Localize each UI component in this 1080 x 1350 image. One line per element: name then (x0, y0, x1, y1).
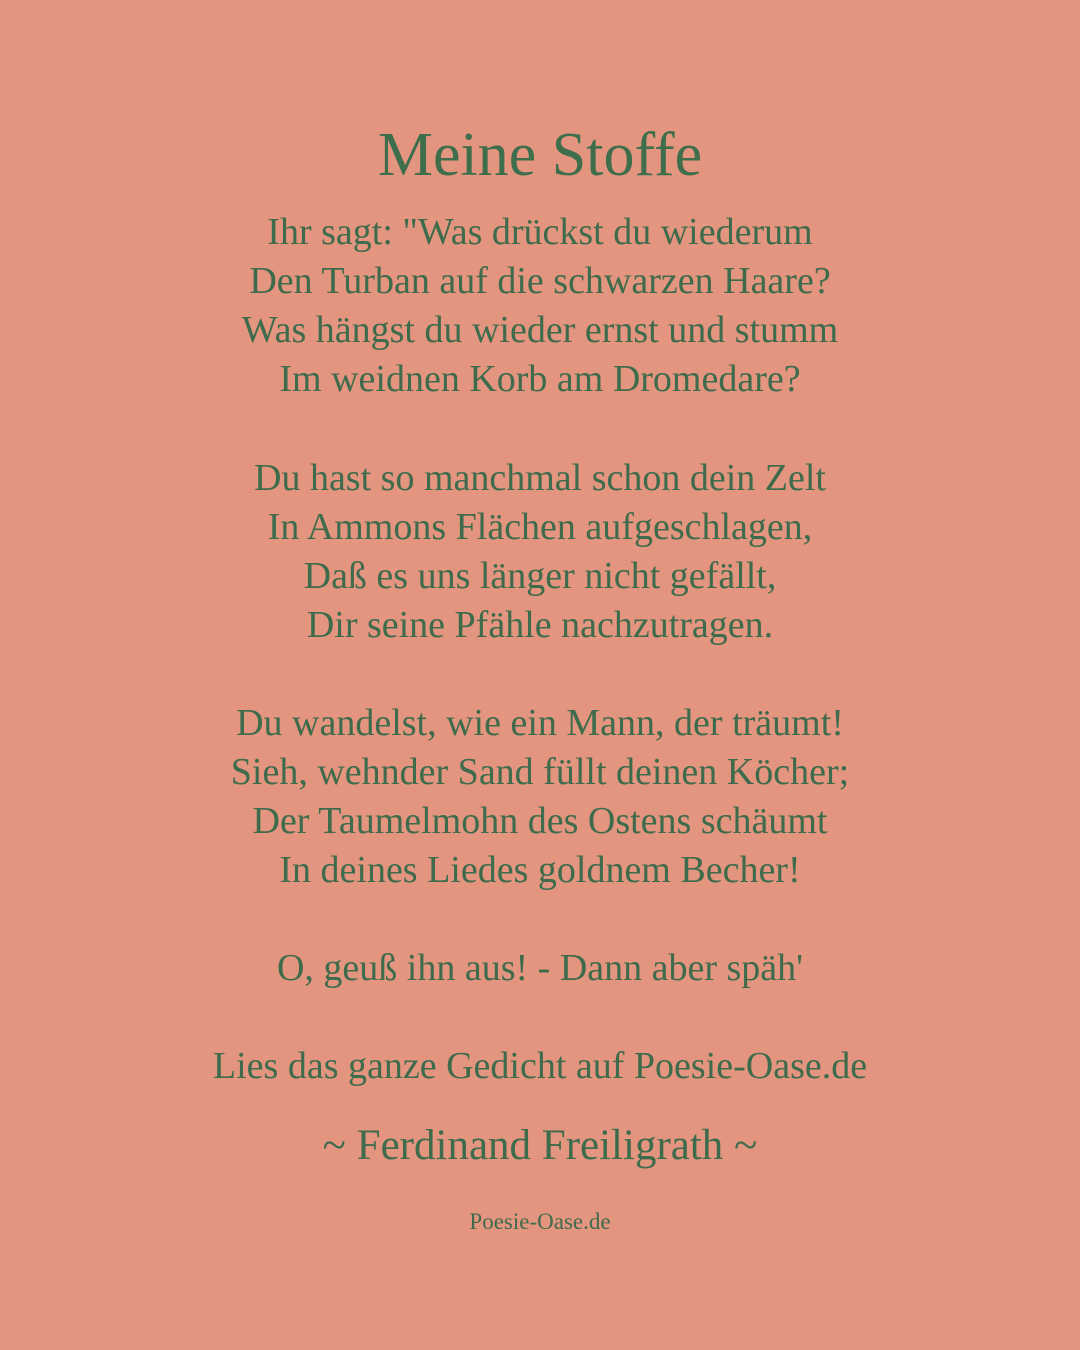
poem-line: In deines Liedes goldnem Becher! (279, 849, 801, 891)
poem-line: Ihr sagt: "Was drückst du wiederum (267, 211, 813, 253)
poem-line: Im weidnen Korb am Dromedare? (279, 358, 801, 400)
read-more-text: Lies das ganze Gedicht auf Poesie-Oase.de (212, 1045, 868, 1087)
poem-line: Du wandelst, wie ein Mann, der träumt! (236, 702, 844, 744)
poem-line: O, geuß ihn aus! - Dann aber späh' (276, 947, 804, 989)
poem-line: Sieh, wehnder Sand füllt deinen Köcher; (230, 751, 850, 793)
stanza-1 (0, 208, 1080, 404)
poem-line: In Ammons Flächen aufgeschlagen, (267, 506, 813, 548)
poem-title: Meine Stoffe (377, 121, 703, 189)
poem-line: Dir seine Pfähle nachzutragen. (306, 604, 774, 646)
author-name: ~ Ferdinand Freiligrath ~ (322, 1122, 758, 1169)
poem-line: Du hast so manchmal schon dein Zelt (254, 457, 826, 499)
poem-line: Daß es uns länger nicht gefällt, (303, 555, 777, 597)
stanza-3 (0, 699, 1080, 895)
site-watermark: Poesie-Oase.de (469, 1209, 611, 1234)
poem-line: Was hängst du wieder ernst und stumm (241, 309, 839, 351)
poem-line: Der Taumelmohn des Ostens schäumt (252, 800, 828, 842)
stanza-4 (0, 944, 1080, 993)
poem-line: Den Turban auf die schwarzen Haare? (249, 260, 831, 302)
stanza-2 (0, 454, 1080, 650)
